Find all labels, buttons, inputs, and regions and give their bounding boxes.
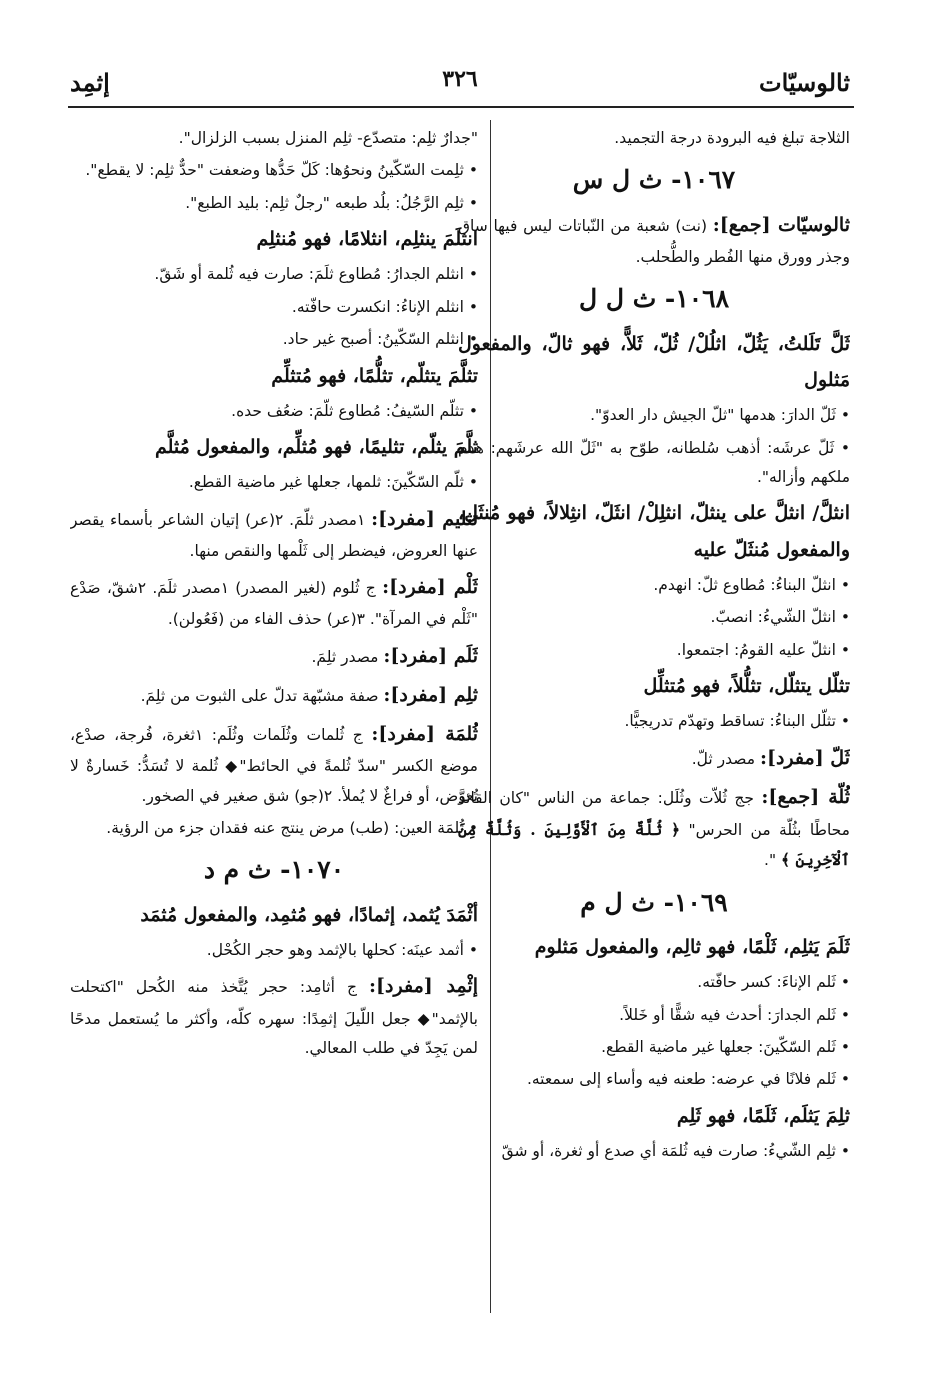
root-heading-1069: ١٠٦٩- ث ل م	[580, 887, 728, 917]
left-column	[70, 124, 478, 1066]
headword: إثْمِد [مفرد]:	[369, 975, 478, 998]
headword: تثليم [مفرد]:	[371, 507, 478, 530]
sense: • ثَلم الإناءَ: كسر حافّته.	[458, 968, 850, 997]
entry-1069-verb2	[458, 1098, 850, 1134]
entry-1068-verb3	[458, 668, 850, 704]
sense: • انثلّ البناءُ: مُطاوع ثلّ: انهدم.	[458, 571, 850, 600]
page-number: ٣٢٦	[442, 66, 478, 92]
sense: • ثَلم فلانًا في عرضه: طعنه فيه وأساء إلى سمعته.	[458, 1065, 850, 1094]
entry-1068-verb2	[458, 495, 850, 567]
headword: ثُلمَة [مفرد]:	[371, 723, 478, 746]
headword: تثلّل يتثلّل، تثلُّلاً، فهو مُتثلِّل	[643, 674, 850, 697]
headword: ثَلَمَ يَثلِم، ثَلْمًا، فهو ثالِم، والمفعول مَثلوم	[534, 936, 850, 959]
entry-1067	[458, 207, 850, 273]
headword: ثَلّ [مفرد]:	[759, 746, 850, 769]
headword: ثلِمَ يَثلَم، ثَلَمًا، فهو ثَلِم	[676, 1104, 850, 1127]
sense: • انثلّ الشّيءُ: انصبّ.	[458, 603, 850, 632]
quote-end: ".	[764, 851, 777, 870]
headword: انثلَمَ ينثلِم، انثلامًا، فهو مُنثلِم	[256, 228, 478, 251]
sense: • ثلِم الرَّجُلُ: بلُد طبعه "رجلٌ ثلِم: بليد الطبع".	[70, 189, 478, 218]
sense: • انثلم الجدارُ: مُطاوع ثلَمَ: صارت فيه ثُلمة أو شَقّ.	[70, 260, 478, 289]
headword: تثلَّمَ يتثلّم، تثلُّمًا، فهو مُتثلِّم	[271, 364, 478, 387]
entry-noun	[70, 677, 478, 713]
headword: ثَلَم [مفرد]:	[383, 644, 478, 667]
sense: • ثَلم الجدارَ: أحدث فيه شقًّا أو خَللاً.	[458, 1001, 850, 1030]
definition: صفة مشبّهة تدلّ على الثبوت من ثلِمَ.	[140, 686, 379, 705]
header-guide-word-right: ثالوسيّات	[759, 68, 850, 97]
sense: • ثُلمَة العين: (طب) مرض ينتج عنه فقدان جزء من الرؤية.	[70, 814, 478, 843]
root-heading-1070: ١٠٧٠- ث م د	[203, 855, 345, 885]
entry-1068-noun2	[458, 779, 850, 876]
root-heading-1067: ١٠٦٧- ث ل س	[572, 165, 736, 195]
definition: مصدر ثلِمَ.	[311, 647, 379, 666]
sense: • انثلم السّكّينُ: أصبح غير حاد.	[70, 325, 478, 354]
definition: ١مصدر ثلّمَ. ٢(عر) إتيان الشاعر بأسماء يقصر عنها العروض، فيضطر إلى ثَلْمها والنقص منها.	[70, 510, 478, 560]
sense: • انثلم الإناءُ: انكسرت حافّته.	[70, 293, 478, 322]
continuation-text: الثلاجة تبلغ فيه البرودة درجة التجميد.	[614, 129, 850, 147]
sense: • تثلّم السّيفُ: مُطاوع ثلّمَ: ضعُف حده.	[70, 397, 478, 426]
sense: • ثَلّ الدارَ: هدمها "ثلّ الجيش دار العدوّ".	[458, 401, 850, 430]
sense: • أثمد عينَه: كحلها بالإثمد وهو حجر الكُحْل.	[70, 936, 478, 965]
entry-1069-verb	[458, 929, 850, 965]
headword: أثْمَدَ يُثمد، إثمادًا، فهو مُثمِد، والمفعول مُثمَد	[140, 903, 478, 926]
entry-verb	[70, 221, 478, 257]
sense: • ثَلم السّكّينَ: جعلها غير ماضية القطع.	[458, 1033, 850, 1062]
header-rule	[68, 106, 854, 108]
entry-1068-verb	[458, 326, 850, 398]
entry-verb	[70, 897, 478, 933]
definition: ج ثُلمات وثُلَمات وثُلَم: ١ثغرة، فُرجة، صدْع، موضع الكسر "سدّ ثُلمةً في الحائط"◆ ثُلمة لا تُسَدُّ: خَسارةٌ لا تُعوَّض، أو فراغٌ لا يُملأ. ٢(جو) شق صغير في الصخور.	[70, 726, 478, 805]
entry-noun	[70, 716, 478, 811]
quran-verse: ﴿ ثُلَّةٌ مِنَ ٱلْأَوَّلِينَ . وَثُلَّةٌ مِنَ ٱلْآخِرِينَ ﴾	[458, 819, 850, 870]
definition: (نت) شعبة من النّباتات ليس فيها ساق وجذر وورق منها الفُطر والطُّحلب.	[458, 216, 850, 267]
headword: ثُلّة [جمع]:	[761, 785, 850, 808]
entry-1068-noun	[458, 740, 850, 776]
headword: ثالوسيّات [جمع]:	[712, 213, 850, 236]
page-header	[70, 62, 850, 102]
root-heading-1068: ١٠٦٨- ث ل ل	[578, 284, 730, 314]
headword: ثَلَّ تَلَلتُ، يَثُلّ، اثلُلْ/ ثُلّ، ثَلاًّ، فهو ثالّ، والمفعول مَثلول	[458, 332, 850, 392]
right-column	[458, 124, 850, 1169]
continuation-text: "جدارٌ ثلِم: متصدّع- ثلِم المنزل بسبب الزلزال".	[178, 129, 478, 147]
header-guide-word-left: إثمِد	[70, 68, 110, 97]
definition: ج أثامِد: حجر يُتَّخذ منه الكُحل "اكتحلت بالإثمد"◆ جعل اللّيلَ إثمِدًا: سهره كلّه، وأكثر ما يُستعمل مدحًا لمن يَجِدّ في طلب المعالي.	[70, 978, 478, 1057]
headword: ثَلْم [مفرد]:	[382, 576, 478, 599]
entry-verb	[70, 358, 478, 394]
headword: انثلَّ/ انثلَّ على ينثلّ، انثلِلْ/ انثَلّ، انثِلالاً، فهو مُنثَل، والمفعول مُنثَلّ عليه	[458, 502, 850, 561]
entry-noun	[70, 501, 478, 567]
entry-noun	[70, 968, 478, 1063]
headword: ثلِم [مفرد]:	[383, 683, 478, 706]
definition: مصدر ثلّ.	[691, 749, 756, 768]
sense: • ثلِمت السّكّينُ ونحوُها: كَلّ حَدُّها وضعفت "حدٌّ ثلِم: لا يقطع".	[70, 156, 478, 185]
entry-noun	[70, 569, 478, 635]
headword: ثلَّمَ يثلّم، تثليمًا، فهو مُثلِّم، والمفعول مُثلَّم	[154, 436, 478, 459]
definition: جج ثُلاّت وثُلَل: جماعة من الناس "كان القائد محاطًا بثُلّة من الحرس"	[458, 788, 850, 839]
definition: ج ثُلوم (لغير المصدر) ١مصدر ثلَمَ. ٢شقّ، صَدْع "ثَلْم في المرآة". ٣(عر) حذف الفاء من (فَعُولن).	[70, 579, 478, 629]
sense: • ثلّم السّكّينَ: ثلمها، جعلها غير ماضية القطع.	[70, 468, 478, 497]
entry-noun	[70, 638, 478, 674]
sense: • ثَلّ عرشَه: أذهب سُلطانه، طوّح به "ثَلّ الله عرشَهم: هدم ملكهم وأزاله".	[458, 434, 850, 493]
sense: • انثلّ عليه القومُ: اجتمعوا.	[458, 636, 850, 665]
entry-verb	[70, 429, 478, 465]
sense: • ثلِم الشّيءُ: صارت فيه ثُلمَة أي صدع أو ثغرة، أو شقّ	[458, 1137, 850, 1166]
sense: • تثلّل البناءُ: تساقط وتهدّم تدريجيًّا.	[458, 707, 850, 736]
